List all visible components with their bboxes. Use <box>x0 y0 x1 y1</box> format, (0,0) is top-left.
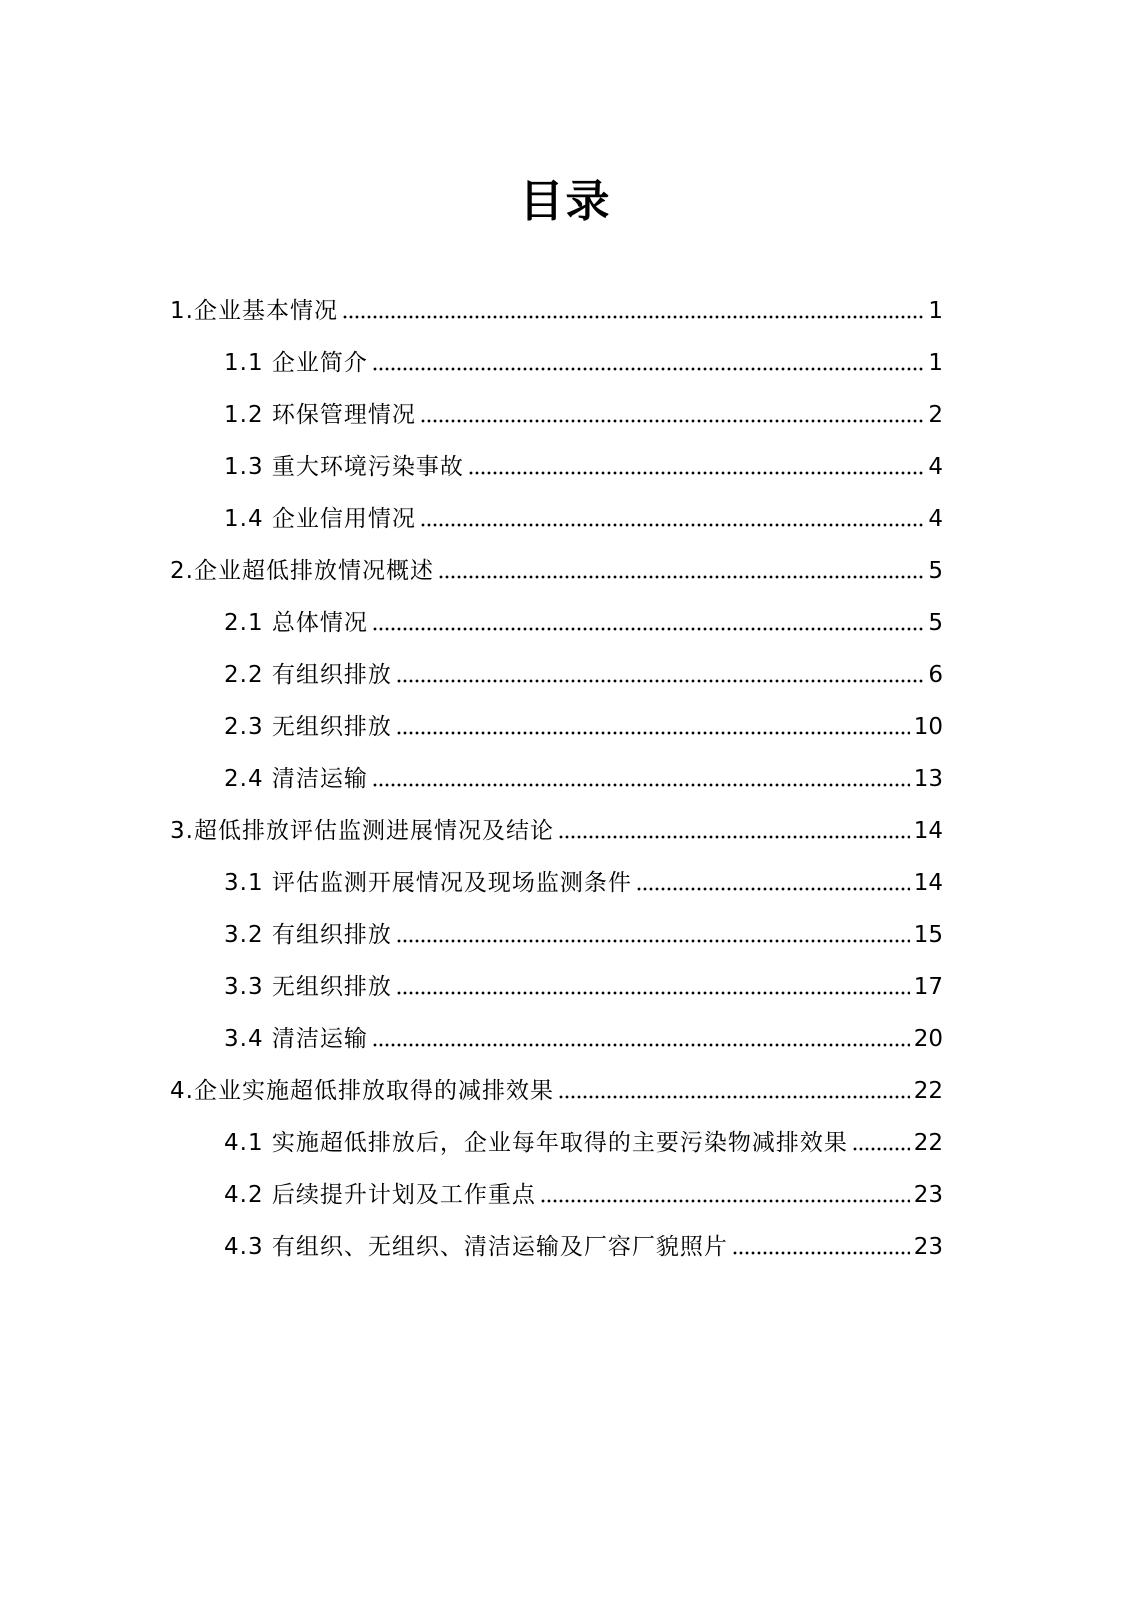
toc-entry[interactable] <box>170 286 943 326</box>
toc-entry-page: 23 <box>913 1234 943 1260</box>
toc-leader-dots <box>438 574 924 580</box>
toc-leader-dots <box>852 1146 910 1152</box>
toc-entry[interactable] <box>224 910 943 950</box>
toc-entry-label: 4.1 实施超低排放后，企业每年取得的主要污染物减排效果 <box>224 1130 848 1156</box>
toc-entry[interactable] <box>224 754 943 794</box>
toc-entry-label: 4.企业实施超低排放取得的减排效果 <box>170 1078 554 1104</box>
toc-entry[interactable] <box>170 806 943 846</box>
toc-entry-page: 14 <box>913 870 943 896</box>
toc-leader-dots <box>372 626 924 632</box>
toc-entry-page: 22 <box>913 1078 943 1104</box>
toc-entry-page: 10 <box>913 714 943 740</box>
toc-entry-label: 2.企业超低排放情况概述 <box>170 558 434 584</box>
toc-entry[interactable] <box>224 650 943 690</box>
toc-leader-dots <box>732 1250 910 1256</box>
toc-entry-label: 2.4 清洁运输 <box>224 766 368 792</box>
toc-entry-page: 5 <box>928 558 943 584</box>
toc-entry-label: 1.企业基本情况 <box>170 298 338 324</box>
toc-entry[interactable] <box>224 1222 943 1262</box>
toc-entry[interactable] <box>224 1170 943 1210</box>
toc-leader-dots <box>540 1198 910 1204</box>
toc-entry-page: 13 <box>913 766 943 792</box>
toc-entry[interactable] <box>170 1066 943 1106</box>
toc-leader-dots <box>468 470 924 476</box>
toc-entry-label: 3.2 有组织排放 <box>224 922 392 948</box>
toc-entry-page: 5 <box>928 610 943 636</box>
toc-entry-label: 3.4 清洁运输 <box>224 1026 368 1052</box>
toc-entry-page: 6 <box>928 662 943 688</box>
toc-entry[interactable] <box>224 702 943 742</box>
toc-entry-label: 3.1 评估监测开展情况及现场监测条件 <box>224 870 632 896</box>
toc-entry-label: 2.2 有组织排放 <box>224 662 392 688</box>
toc-title: 目录 <box>519 176 612 227</box>
toc-entry-label: 1.2 环保管理情况 <box>224 402 416 428</box>
toc-leader-dots <box>558 1094 910 1100</box>
toc-leader-dots <box>636 886 910 892</box>
toc-leader-dots <box>372 366 924 372</box>
toc-leader-dots <box>558 834 910 840</box>
toc-entry[interactable] <box>224 338 943 378</box>
toc-entry-label: 2.3 无组织排放 <box>224 714 392 740</box>
toc-entry[interactable] <box>224 962 943 1002</box>
toc-entry[interactable] <box>224 598 943 638</box>
toc-leader-dots <box>396 938 910 944</box>
toc-entry-page: 1 <box>928 350 943 376</box>
toc-entry[interactable] <box>224 390 943 430</box>
toc-entry-page: 22 <box>913 1130 943 1156</box>
toc-entry-page: 2 <box>928 402 943 428</box>
toc-entry[interactable] <box>224 494 943 534</box>
toc-entry-page: 4 <box>928 506 943 532</box>
toc-leader-dots <box>342 314 924 320</box>
toc-entry-label: 4.3 有组织、无组织、清洁运输及厂容厂貌照片 <box>224 1234 728 1260</box>
toc-leader-dots <box>396 678 924 684</box>
toc-entry[interactable] <box>224 442 943 482</box>
toc-entry-page: 20 <box>913 1026 943 1052</box>
toc-entry-label: 3.超低排放评估监测进展情况及结论 <box>170 818 554 844</box>
toc-entry[interactable] <box>224 1014 943 1054</box>
toc-entry-label: 1.1 企业简介 <box>224 350 368 376</box>
toc-entry-page: 4 <box>928 454 943 480</box>
toc-entry[interactable] <box>170 546 943 586</box>
toc-leader-dots <box>372 1042 910 1048</box>
toc-entry-label: 3.3 无组织排放 <box>224 974 392 1000</box>
toc-entry-label: 1.3 重大环境污染事故 <box>224 454 464 480</box>
toc-entry-page: 14 <box>913 818 943 844</box>
toc-entry-page: 23 <box>913 1182 943 1208</box>
toc-leader-dots <box>396 990 910 996</box>
toc-entry-page: 1 <box>928 298 943 324</box>
toc-entry[interactable] <box>224 858 943 898</box>
toc-leader-dots <box>420 418 924 424</box>
toc-entry[interactable] <box>224 1118 943 1158</box>
toc-leader-dots <box>396 730 910 736</box>
toc-entry-label: 1.4 企业信用情况 <box>224 506 416 532</box>
toc-entry-label: 2.1 总体情况 <box>224 610 368 636</box>
toc-entry-page: 15 <box>913 922 943 948</box>
toc-entry-page: 17 <box>913 974 943 1000</box>
toc-leader-dots <box>420 522 924 528</box>
toc-entry-label: 4.2 后续提升计划及工作重点 <box>224 1182 536 1208</box>
toc-leader-dots <box>372 782 910 788</box>
